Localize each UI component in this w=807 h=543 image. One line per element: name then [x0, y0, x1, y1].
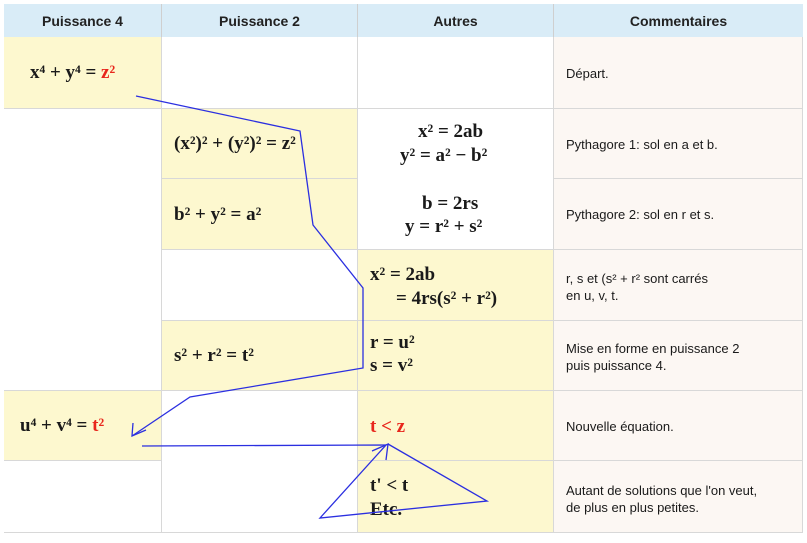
header-autres: Autres	[358, 4, 554, 37]
header-puissance-2: Puissance 2	[162, 4, 358, 37]
comment-row3: Pythagore 2: sol en r et s.	[566, 207, 715, 222]
autres-row5-line2: s = v²	[370, 355, 413, 376]
autres-b: b = 2rs	[422, 193, 479, 214]
cell-p2-row4	[162, 250, 358, 321]
autres-y: y = r² + s²	[405, 216, 483, 237]
cell-p4-row7	[4, 461, 162, 533]
equation-pythagore-2: b² + y² = a²	[174, 204, 262, 225]
equation-start-rhs: z²	[101, 62, 116, 83]
equation-start	[30, 62, 115, 84]
cell-autres-row7	[358, 461, 554, 533]
equation-new	[20, 415, 104, 437]
header-puissance-4: Puissance 4	[4, 4, 162, 37]
autres-row4-line2: = 4rs(s² + r²)	[396, 288, 498, 309]
comment-row7-line2: de plus en plus petites.	[566, 500, 699, 515]
equation-start-lhs: x⁴ + y⁴ =	[30, 62, 102, 83]
comment-row5-line2: puis puissance 4.	[566, 358, 667, 373]
comment-row6: Nouvelle équation.	[566, 419, 674, 434]
comment-row1: Départ.	[566, 66, 609, 81]
autres-row5-line1: r = u²	[370, 332, 415, 353]
comment-row2: Pythagore 1: sol en a et b.	[566, 137, 718, 152]
autres-inequality: t < z	[370, 416, 406, 437]
equation-new-lhs: u⁴ + v⁴ =	[20, 415, 93, 436]
equation-new-rhs: t²	[92, 415, 105, 436]
equation-pythagore-1: (x²)² + (y²)² = z²	[174, 133, 296, 154]
equation-sum-squares: s² + r² = t²	[174, 345, 254, 366]
autres-row4-line1: x² = 2ab	[370, 264, 436, 285]
autres-row7-line2: Etc.	[370, 499, 403, 520]
autres-row7-line1: t' < t	[370, 475, 409, 496]
comment-row4-line2: en u, v, t.	[566, 288, 619, 303]
autres-x2: x² = 2ab	[418, 121, 484, 142]
header-commentaires: Commentaires	[554, 4, 803, 37]
comment-row7-line1: Autant de solutions que l'on veut,	[566, 483, 758, 498]
comment-row5-line1: Mise en forme en puissance 2	[566, 341, 740, 356]
cell-p2-rows6-7	[162, 391, 358, 533]
comment-row4-line1: r, s et (s² + r² sont carrés	[566, 271, 708, 286]
cell-autres-row1	[358, 37, 554, 109]
autres-y2: y² = a² − b²	[400, 145, 488, 166]
cell-p2-row1	[162, 37, 358, 109]
cell-p4-rows2-5	[4, 109, 162, 391]
